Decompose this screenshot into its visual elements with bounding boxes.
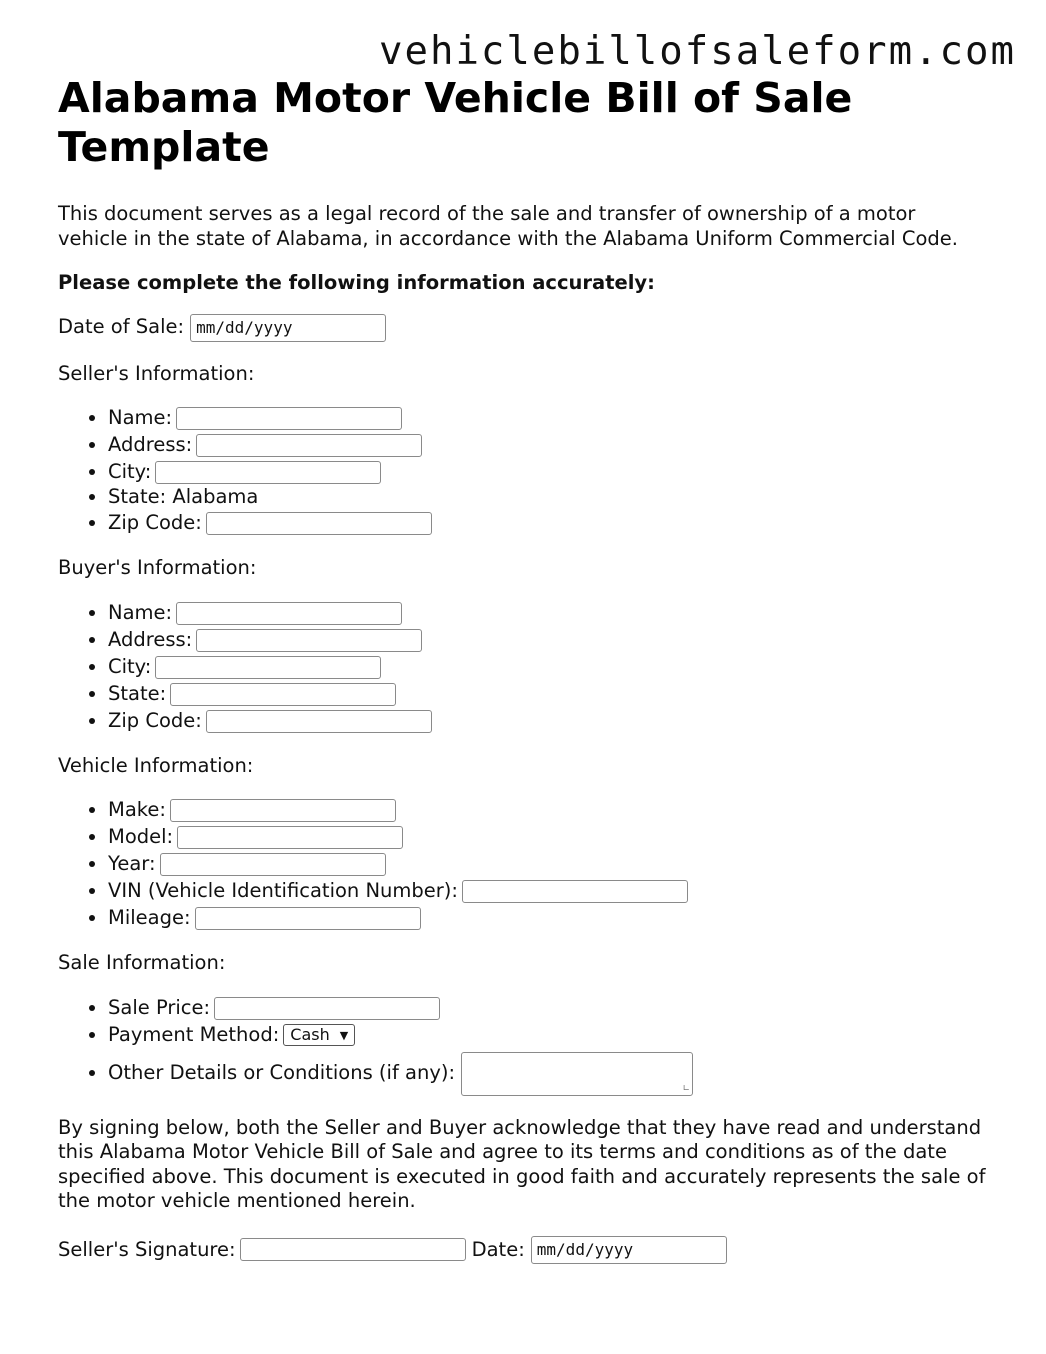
vehicle-model-label: Model: — [108, 825, 174, 848]
seller-city-label: City: — [108, 460, 152, 483]
seller-address-item — [108, 431, 988, 458]
site-watermark: vehiclebillofsaleform.com — [379, 29, 1016, 74]
seller-fields — [58, 404, 988, 536]
chevron-down-icon: ▼ — [339, 1028, 349, 1042]
seller-zip-item — [108, 509, 988, 536]
payment-method-label: Payment Method: — [108, 1022, 280, 1046]
vehicle-year-item — [108, 850, 988, 877]
buyer-zip-input[interactable] — [206, 710, 432, 733]
seller-city-item — [108, 458, 988, 485]
vehicle-section-heading: Vehicle Information: — [58, 753, 254, 777]
vehicle-make-item — [108, 796, 988, 823]
closing-paragraph: By signing below, both the Seller and Buyer acknowledge that they have read and understand this Alabama Motor Vehicle Bill of Sale and agree to its terms and conditions as of the date specified above. This document is executed in good faith and accurately represents the sale of the motor vehicle mentioned herein. — [58, 1115, 986, 1212]
buyer-state-item — [108, 680, 988, 707]
vehicle-make-input[interactable] — [170, 799, 396, 822]
seller-zip-label: Zip Code: — [108, 511, 202, 534]
resize-grip-icon[interactable]: ∟ — [682, 1083, 691, 1094]
payment-method-value: Cash — [290, 1025, 330, 1044]
buyer-address-item — [108, 626, 988, 653]
vehicle-year-input[interactable] — [160, 853, 386, 876]
vehicle-mileage-label: Mileage: — [108, 906, 191, 929]
seller-section-heading: Seller's Information: — [58, 361, 255, 385]
seller-address-input[interactable] — [196, 434, 422, 457]
seller-name-item — [108, 404, 988, 431]
buyer-city-item — [108, 653, 988, 680]
vehicle-make-label: Make: — [108, 798, 166, 821]
seller-zip-input[interactable] — [206, 512, 432, 535]
seller-signature-label: Seller's Signature: — [58, 1238, 236, 1261]
buyer-name-item — [108, 599, 988, 626]
page-title: Alabama Motor Vehicle Bill of Sale Template — [58, 74, 853, 171]
vehicle-model-item — [108, 823, 988, 850]
vehicle-year-label: Year: — [108, 852, 156, 875]
payment-method-item — [108, 1021, 988, 1048]
signature-date-label: Date: — [471, 1238, 525, 1261]
buyer-section-heading: Buyer's Information: — [58, 556, 257, 579]
buyer-name-label: Name: — [108, 600, 173, 624]
vehicle-mileage-item — [108, 904, 988, 931]
payment-method-select[interactable] — [283, 1024, 355, 1046]
date-of-sale-row — [58, 314, 988, 342]
buyer-state-input[interactable] — [170, 683, 396, 706]
seller-address-label: Address: — [108, 433, 193, 456]
buyer-address-label: Address: — [108, 627, 193, 651]
other-details-textarea[interactable] — [461, 1052, 693, 1096]
vehicle-model-input[interactable] — [177, 826, 403, 849]
signature-row — [58, 1236, 988, 1264]
date-of-sale-label: Date of Sale: — [58, 315, 185, 339]
buyer-zip-item — [108, 707, 988, 734]
buyer-city-label: City: — [108, 654, 152, 678]
buyer-address-input[interactable] — [196, 629, 422, 652]
other-details-label: Other Details or Conditions (if any): — [108, 1060, 456, 1084]
vehicle-mileage-input[interactable] — [195, 907, 421, 930]
date-of-sale-input[interactable]: mm/dd/yyyy — [190, 314, 386, 342]
intro-paragraph: This document serves as a legal record of the sale and transfer of ownership of a motor vehicle in the state of Alabama, in accordance with the Alabama Uniform Commercial Code. — [58, 202, 958, 250]
buyer-fields — [58, 599, 988, 734]
sale-price-input[interactable] — [214, 997, 440, 1020]
buyer-name-input[interactable] — [176, 602, 402, 625]
sale-fields — [58, 994, 988, 1096]
sale-section-heading: Sale Information: — [58, 951, 226, 974]
buyer-city-input[interactable] — [155, 656, 381, 679]
other-details-item — [108, 1050, 988, 1096]
seller-signature-input[interactable] — [240, 1238, 466, 1261]
form-document — [58, 74, 988, 1264]
seller-city-input[interactable] — [155, 461, 381, 484]
vehicle-fields — [58, 796, 988, 931]
signature-date-input[interactable]: mm/dd/yyyy — [531, 1236, 727, 1264]
vehicle-vin-item — [108, 877, 988, 904]
instruction-text: Please complete the following information accurately: — [58, 271, 655, 294]
vehicle-vin-input[interactable] — [462, 880, 688, 903]
seller-state-item — [108, 485, 988, 509]
vehicle-vin-label: VIN (Vehicle Identification Number): — [108, 879, 458, 902]
buyer-state-label: State: — [108, 681, 167, 705]
sale-price-item — [108, 994, 988, 1021]
sale-price-label: Sale Price: — [108, 995, 211, 1019]
seller-name-label: Name: — [108, 406, 173, 429]
seller-state-text: State: Alabama — [108, 485, 259, 508]
buyer-zip-label: Zip Code: — [108, 708, 202, 732]
seller-name-input[interactable] — [176, 407, 402, 430]
